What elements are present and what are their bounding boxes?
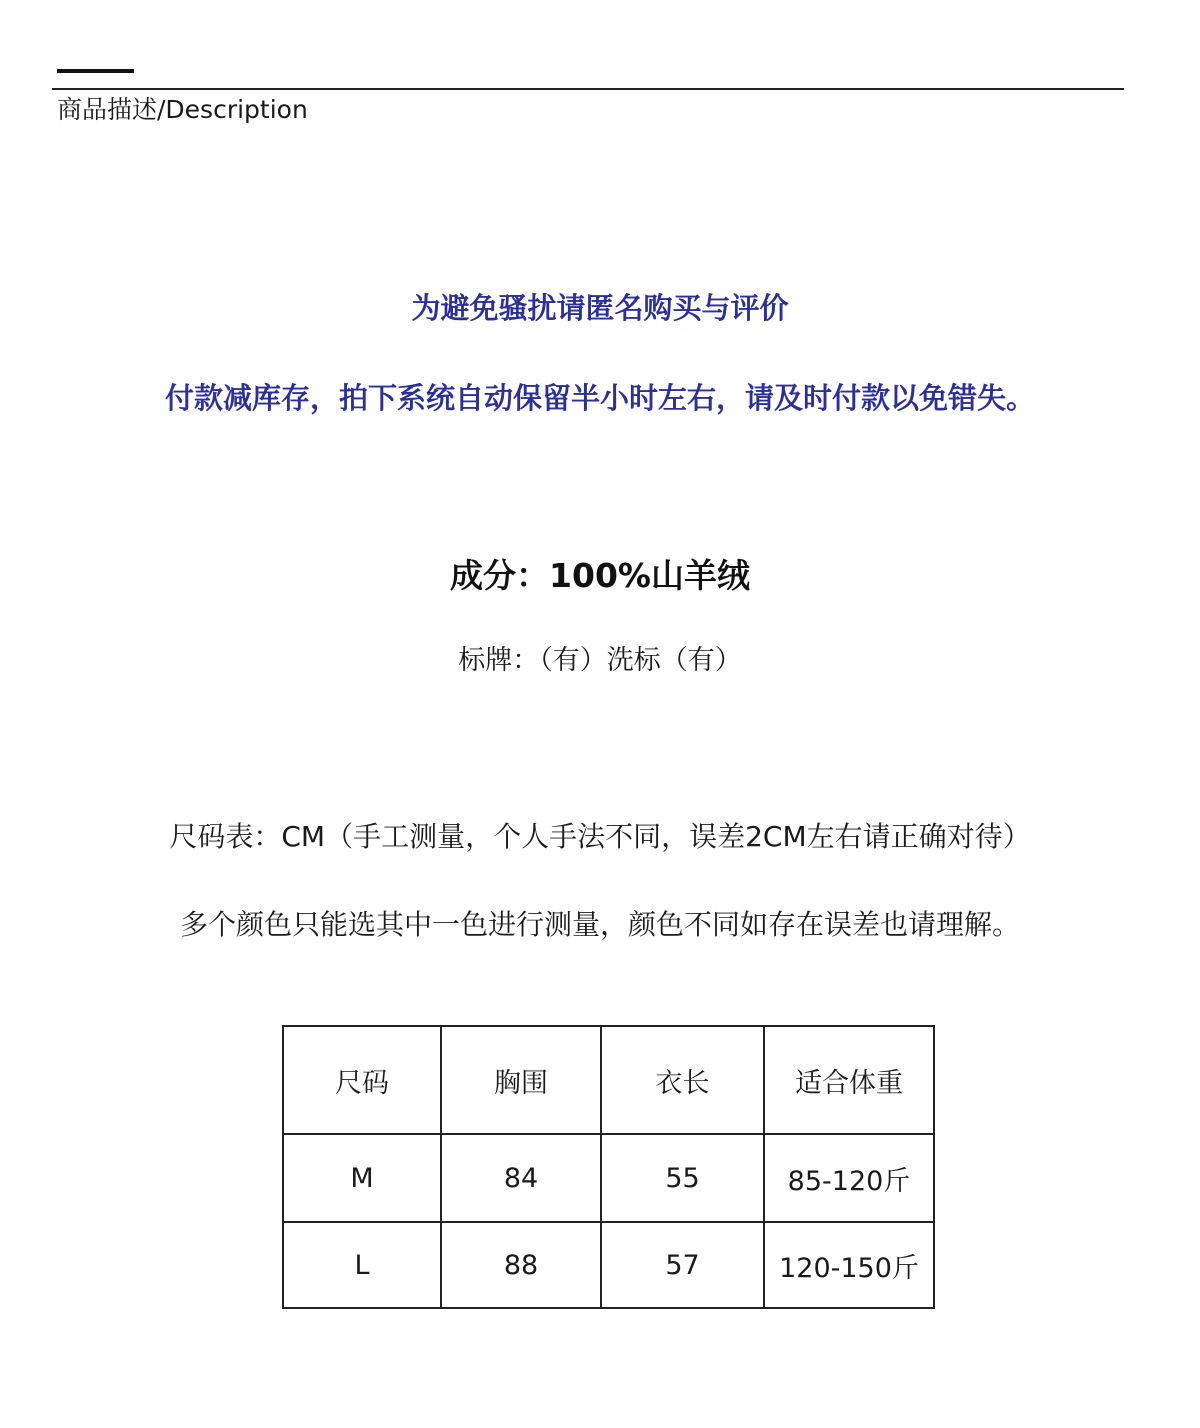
color-measurement-note: 多个颜色只能选其中一色进行测量，颜色不同如存在误差也请理解。 xyxy=(179,908,1020,941)
cell-weight: 120-150斤 xyxy=(764,1222,934,1308)
labels-text: 标牌：（有）洗标（有） xyxy=(458,645,742,676)
header-accent-bar xyxy=(57,69,134,73)
cell-length: 55 xyxy=(601,1134,764,1222)
table-row xyxy=(283,1222,934,1308)
anonymous-purchase-notice: 为避免骚扰请匿名购买与评价 xyxy=(411,291,789,325)
header-cell-length: 衣长 xyxy=(601,1026,764,1134)
header-divider xyxy=(52,88,1124,90)
header-cell-weight: 适合体重 xyxy=(764,1026,934,1134)
size-chart-note: 尺码表：CM（手工测量，个人手法不同，误差2CM左右请正确对待） xyxy=(169,820,1031,853)
cell-weight: 85-120斤 xyxy=(764,1134,934,1222)
header-cell-chest: 胸围 xyxy=(441,1026,601,1134)
section-heading: 商品描述/Description xyxy=(57,95,308,124)
cell-length: 57 xyxy=(601,1222,764,1308)
cell-size: M xyxy=(283,1134,441,1222)
cell-chest: 84 xyxy=(441,1134,601,1222)
cell-chest: 88 xyxy=(441,1222,601,1308)
payment-notice: 付款减库存，拍下系统自动保留半小时左右，请及时付款以免错失。 xyxy=(164,381,1035,415)
table-header-row xyxy=(283,1026,934,1134)
cell-size: L xyxy=(283,1222,441,1308)
size-table xyxy=(282,1025,935,1309)
table-row xyxy=(283,1134,934,1222)
header-cell-size: 尺码 xyxy=(283,1026,441,1134)
composition-text: 成分：100%山羊绒 xyxy=(450,556,750,595)
